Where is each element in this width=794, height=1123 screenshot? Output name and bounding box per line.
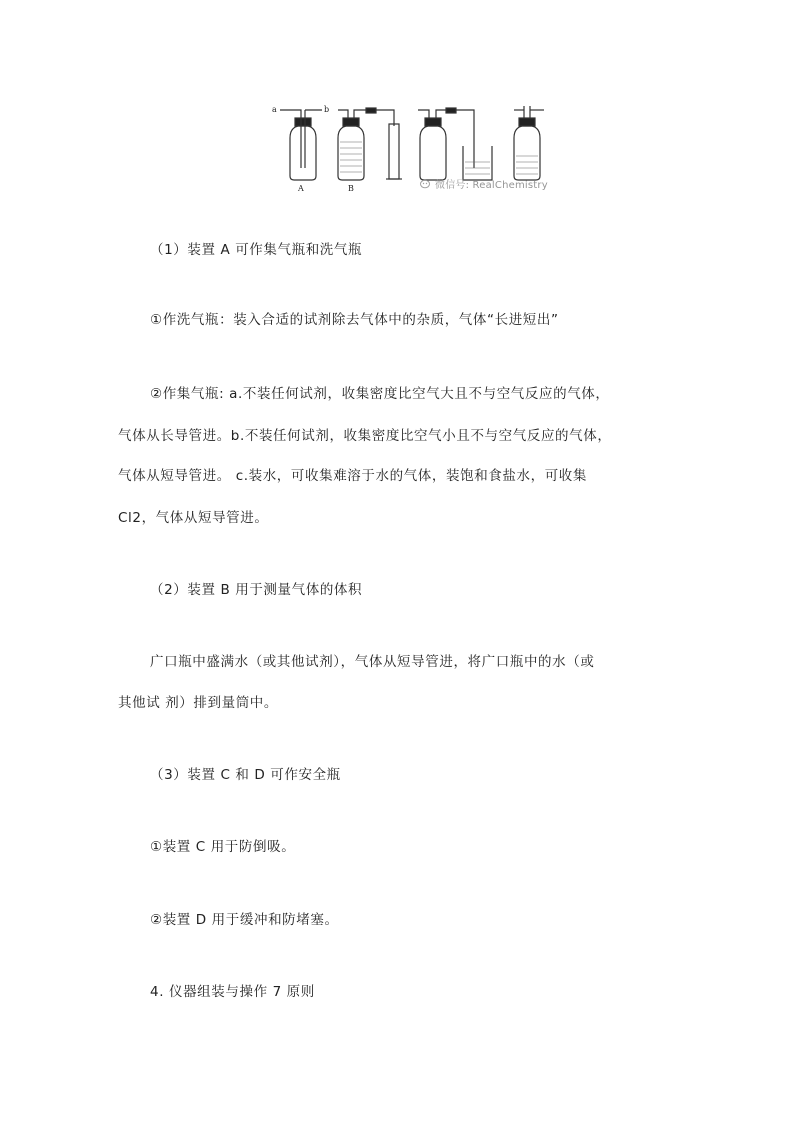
section-4-title: 4. 仪器组装与操作 7 原则 — [150, 984, 315, 1000]
paragraph-wash-bottle: ①作洗气瓶：装入合适的试剂除去气体中的杂质，气体“长进短出” — [150, 312, 559, 328]
paragraph-collect-line-1: ②作集气瓶: a.不装任何试剂，收集密度比空气大且不与空气反应的气体， — [150, 386, 610, 402]
section-2-title: （2）装置 B 用于测量气体的体积 — [150, 582, 363, 598]
paragraph-collect-line-3: 气体从短导管进。 c.装水，可收集难溶于水的气体，装饱和食盐水，可收集 — [118, 468, 588, 484]
label-A: A — [298, 184, 304, 193]
paragraph-collect-line-4: Cl2，气体从短导管进。 — [118, 510, 269, 526]
watermark-text: 微信号: RealChemistry — [435, 180, 548, 191]
paragraph-volume-line-2: 其他试 剂）排到量筒中。 — [118, 695, 278, 711]
watermark — [420, 176, 548, 191]
paragraph-volume-line-1: 广口瓶中盛满水（或其他试剂），气体从短导管进，将广口瓶中的水（或 — [150, 654, 595, 670]
wechat-icon — [420, 179, 432, 189]
label-B: B — [348, 184, 354, 193]
label-b: b — [324, 105, 330, 114]
label-a: a — [272, 105, 277, 114]
paragraph-safety-c: ①装置 C 用于防倒吸。 — [150, 839, 296, 855]
section-1-title: （1）装置 A 可作集气瓶和洗气瓶 — [150, 242, 363, 258]
section-3-title: （3）装置 C 和 D 可作安全瓶 — [150, 767, 341, 783]
paragraph-collect-line-2: 气体从长导管进。b.不装任何试剂，收集密度比空气小且不与空气反应的气体， — [118, 428, 612, 444]
paragraph-safety-d: ②装置 D 用于缓冲和防堵塞。 — [150, 912, 339, 928]
